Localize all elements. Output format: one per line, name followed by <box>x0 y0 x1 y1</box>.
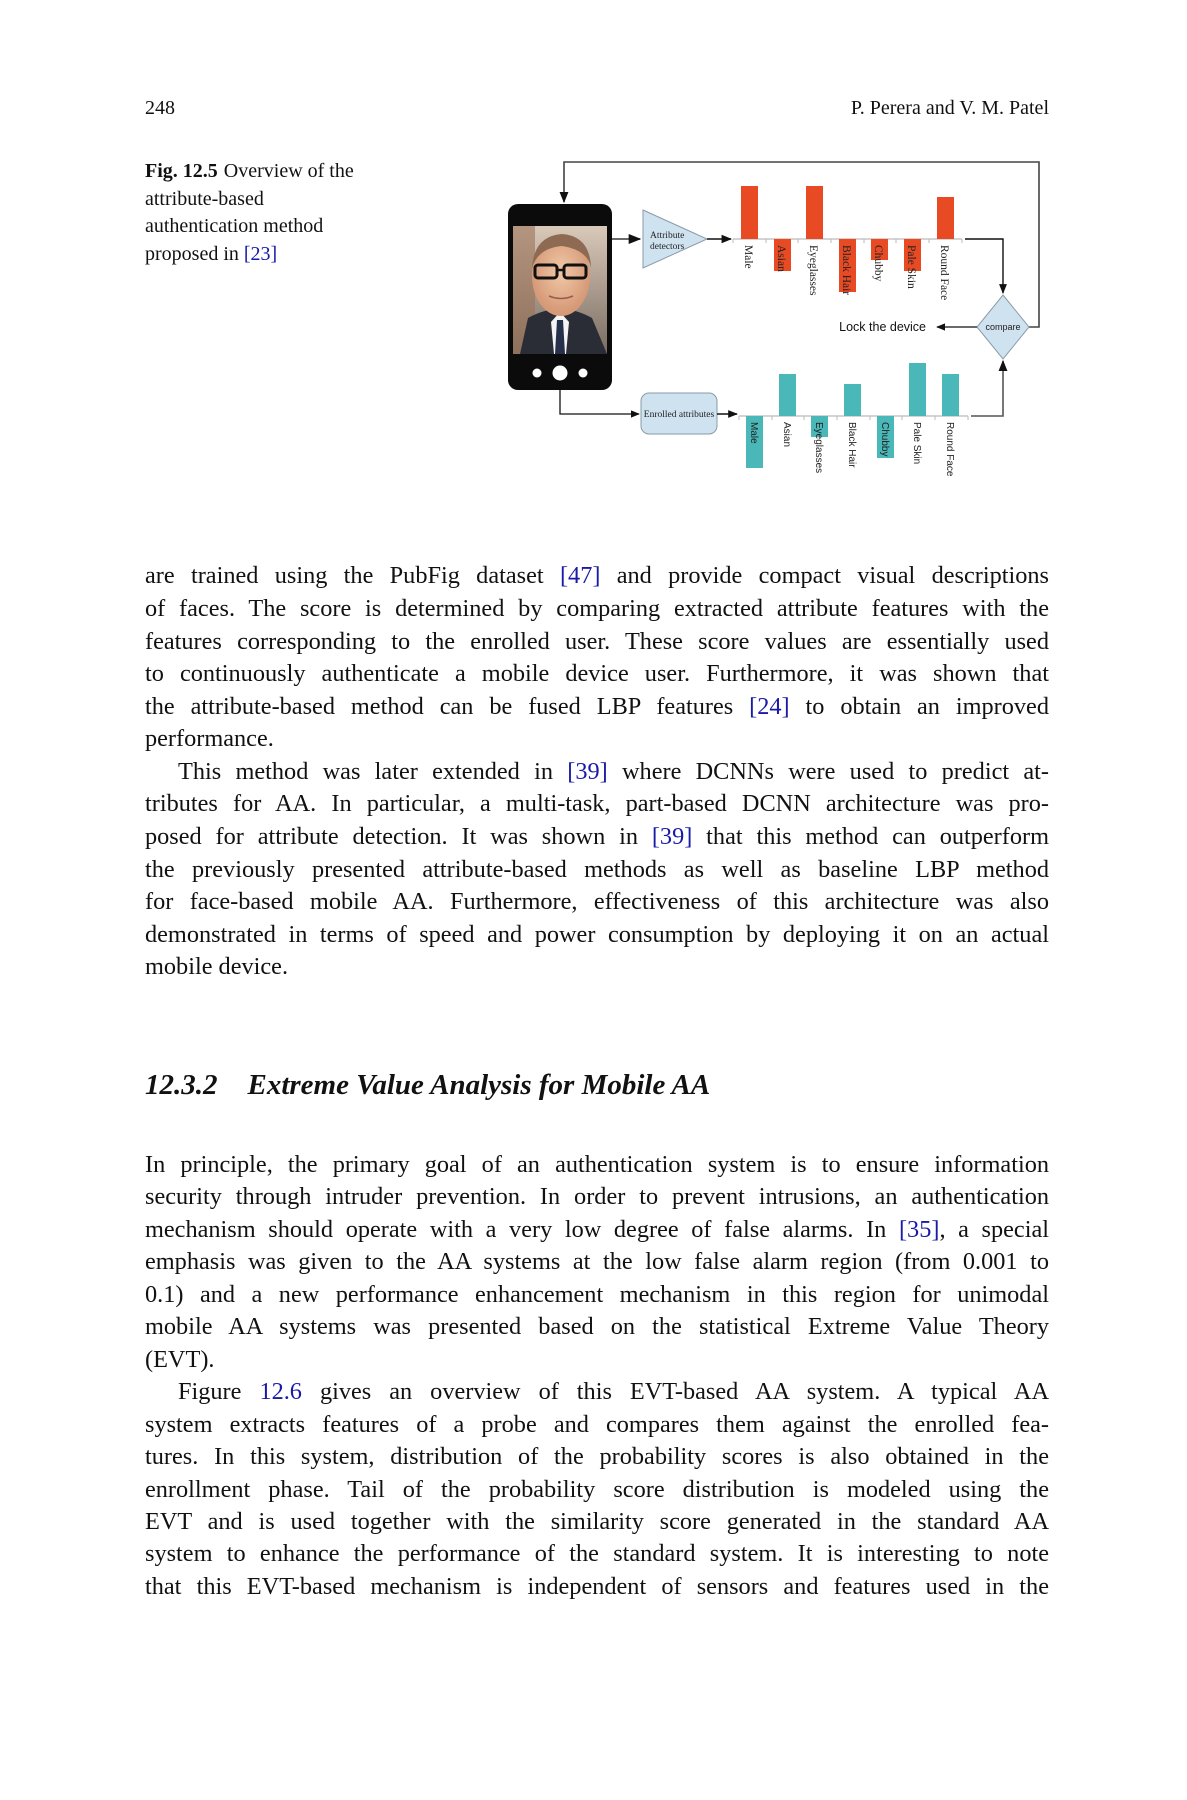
text-line: mobile device. <box>145 953 289 980</box>
text-line: are trained using the PubFig dataset [47] and provide compact visual descriptions <box>145 562 1049 589</box>
compare-node <box>977 295 1029 359</box>
axis-label: Round Face <box>944 422 955 477</box>
bar-round-face <box>942 374 959 416</box>
citation-link[interactable]: [47] <box>559 562 601 589</box>
caption-text: attribute-based <box>145 187 264 210</box>
text-line: of faces. The score is determined by comparing extracted attribute features with the <box>145 595 1049 622</box>
text-line: features corresponding to the enrolled user. These score values are essentially used <box>145 628 1049 655</box>
enrolled-attribute-chart <box>739 363 968 477</box>
text-line: (EVT). <box>145 1346 215 1373</box>
axis-label: Asian <box>775 245 787 272</box>
axis-label: Pale Skin <box>905 245 917 289</box>
bar-eyeglasses <box>806 186 823 239</box>
text-line: performance. <box>145 725 274 752</box>
text-line: This method was later extended in [39] where DCNNs were used to predict at- <box>178 758 1050 785</box>
text-line: system to enhance the performance of the standard system. It is interesting to note <box>145 1540 1049 1567</box>
axis-label: Round Face <box>938 245 950 301</box>
detector-label: detectors <box>650 242 685 252</box>
text-line: for face-based mobile AA. Furthermore, effectiveness of this architecture was also <box>145 888 1049 915</box>
text-line: In principle, the primary goal of an authentication system is to ensure information <box>145 1151 1049 1178</box>
phone-device <box>508 204 612 390</box>
compare-label: compare <box>985 322 1021 332</box>
text-line: enrollment phase. Tail of the probability score distribution is modeled using the <box>145 1476 1049 1503</box>
citation-link[interactable]: [24] <box>749 693 790 720</box>
axis-label: Eyeglasses <box>813 422 824 474</box>
enrolled-attributes-node <box>641 393 717 434</box>
axis-label: Black Hair <box>846 422 857 468</box>
text-line: system extracts features of a probe and compares them against the enrolled fea- <box>145 1411 1049 1438</box>
citation-link[interactable]: [39] <box>567 758 608 785</box>
caption-text: proposed in <box>145 242 244 265</box>
text-line: tures. In this system, distribution of the probability scores is also obtained in the <box>145 1443 1049 1470</box>
figure-label: Fig. 12.5 <box>145 160 218 182</box>
citation-link[interactable]: [39] <box>651 823 693 850</box>
caption-text: Overview of the <box>223 160 354 182</box>
detector-label: Attribute <box>650 231 685 241</box>
probe-attribute-chart <box>733 186 962 300</box>
phone-button-right <box>579 369 588 378</box>
caption-text: authentication method <box>145 215 324 237</box>
attribute-detectors-node <box>643 210 707 268</box>
axis-label: Black Hair <box>840 245 852 296</box>
text-line: 0.1) and a new performance enhancement mechanism in this region for unimodal <box>145 1281 1049 1308</box>
text-line: mobile AA systems was presented based on the statistical Extreme Value Theory <box>145 1313 1049 1340</box>
bar-black-hair <box>844 384 861 416</box>
enrolled-label: Enrolled attributes <box>643 410 715 420</box>
feedback-connector <box>564 162 1039 327</box>
axis-label: Pale Skin <box>911 422 922 465</box>
figure-diagram <box>0 0 1187 520</box>
text-line: security through intruder prevention. In order to prevent intrusions, an authentication <box>145 1183 1049 1210</box>
text-line: mechanism should operate with a very low degree of false alarms. In [35], a special <box>145 1216 1049 1243</box>
bar-round-face <box>937 197 954 239</box>
text-line: the previously presented attribute-based methods as well as baseline LBP method <box>145 856 1049 883</box>
citation-link[interactable]: [23] <box>243 242 278 265</box>
text-line: posed for attribute detection. It was shown in [39] that this method can outperform <box>145 823 1049 850</box>
axis-label: Male <box>748 422 759 444</box>
text-line: demonstrated in terms of speed and power consumption by deploying it on an actual <box>145 921 1049 948</box>
axis-label: Eyeglasses <box>807 245 819 296</box>
text-line: EVT and is used together with the similarity score generated in the standard AA <box>145 1508 1049 1535</box>
phone-button-left <box>533 369 542 378</box>
text-line: that this EVT-based mechanism is independent of sensors and features used in the <box>145 1573 1049 1600</box>
lock-device-label: Lock the device <box>839 320 926 334</box>
text-line: emphasis was given to the AA systems at the low false alarm region (from 0.001 to <box>145 1248 1049 1275</box>
figure-reference-link[interactable]: 12.6 <box>259 1378 302 1405</box>
bar-male <box>741 186 758 239</box>
section-number: 12.3.2 <box>145 1069 218 1101</box>
axis-label: Male <box>742 245 754 269</box>
text-line: to continuously authenticate a mobile device user. Furthermore, it was shown that <box>145 660 1049 687</box>
axis-label: Asian <box>781 422 792 448</box>
axis-label: Chubby <box>872 245 884 282</box>
section-title: Extreme Value Analysis for Mobile AA <box>247 1069 711 1101</box>
phone-button-home <box>553 366 568 381</box>
running-head-authors: P. Perera and V. M. Patel <box>850 97 1049 119</box>
citation-link[interactable]: [35] <box>898 1216 940 1243</box>
text-line: tributes for AA. In particular, a multi-task, part-based DCNN architecture was pro- <box>145 790 1049 817</box>
axis-label: Chubby <box>879 422 890 457</box>
face-photo <box>513 226 607 354</box>
text-line: Figure 12.6 gives an overview of this EVT-based AA system. A typical AA <box>178 1378 1049 1405</box>
page-number: 248 <box>145 97 175 119</box>
bar-pale-skin <box>909 363 926 416</box>
text-line: the attribute-based method can be fused LBP features [24] to obtain an improved <box>145 693 1049 720</box>
bar-asian <box>779 374 796 416</box>
section-heading <box>145 1068 710 1102</box>
